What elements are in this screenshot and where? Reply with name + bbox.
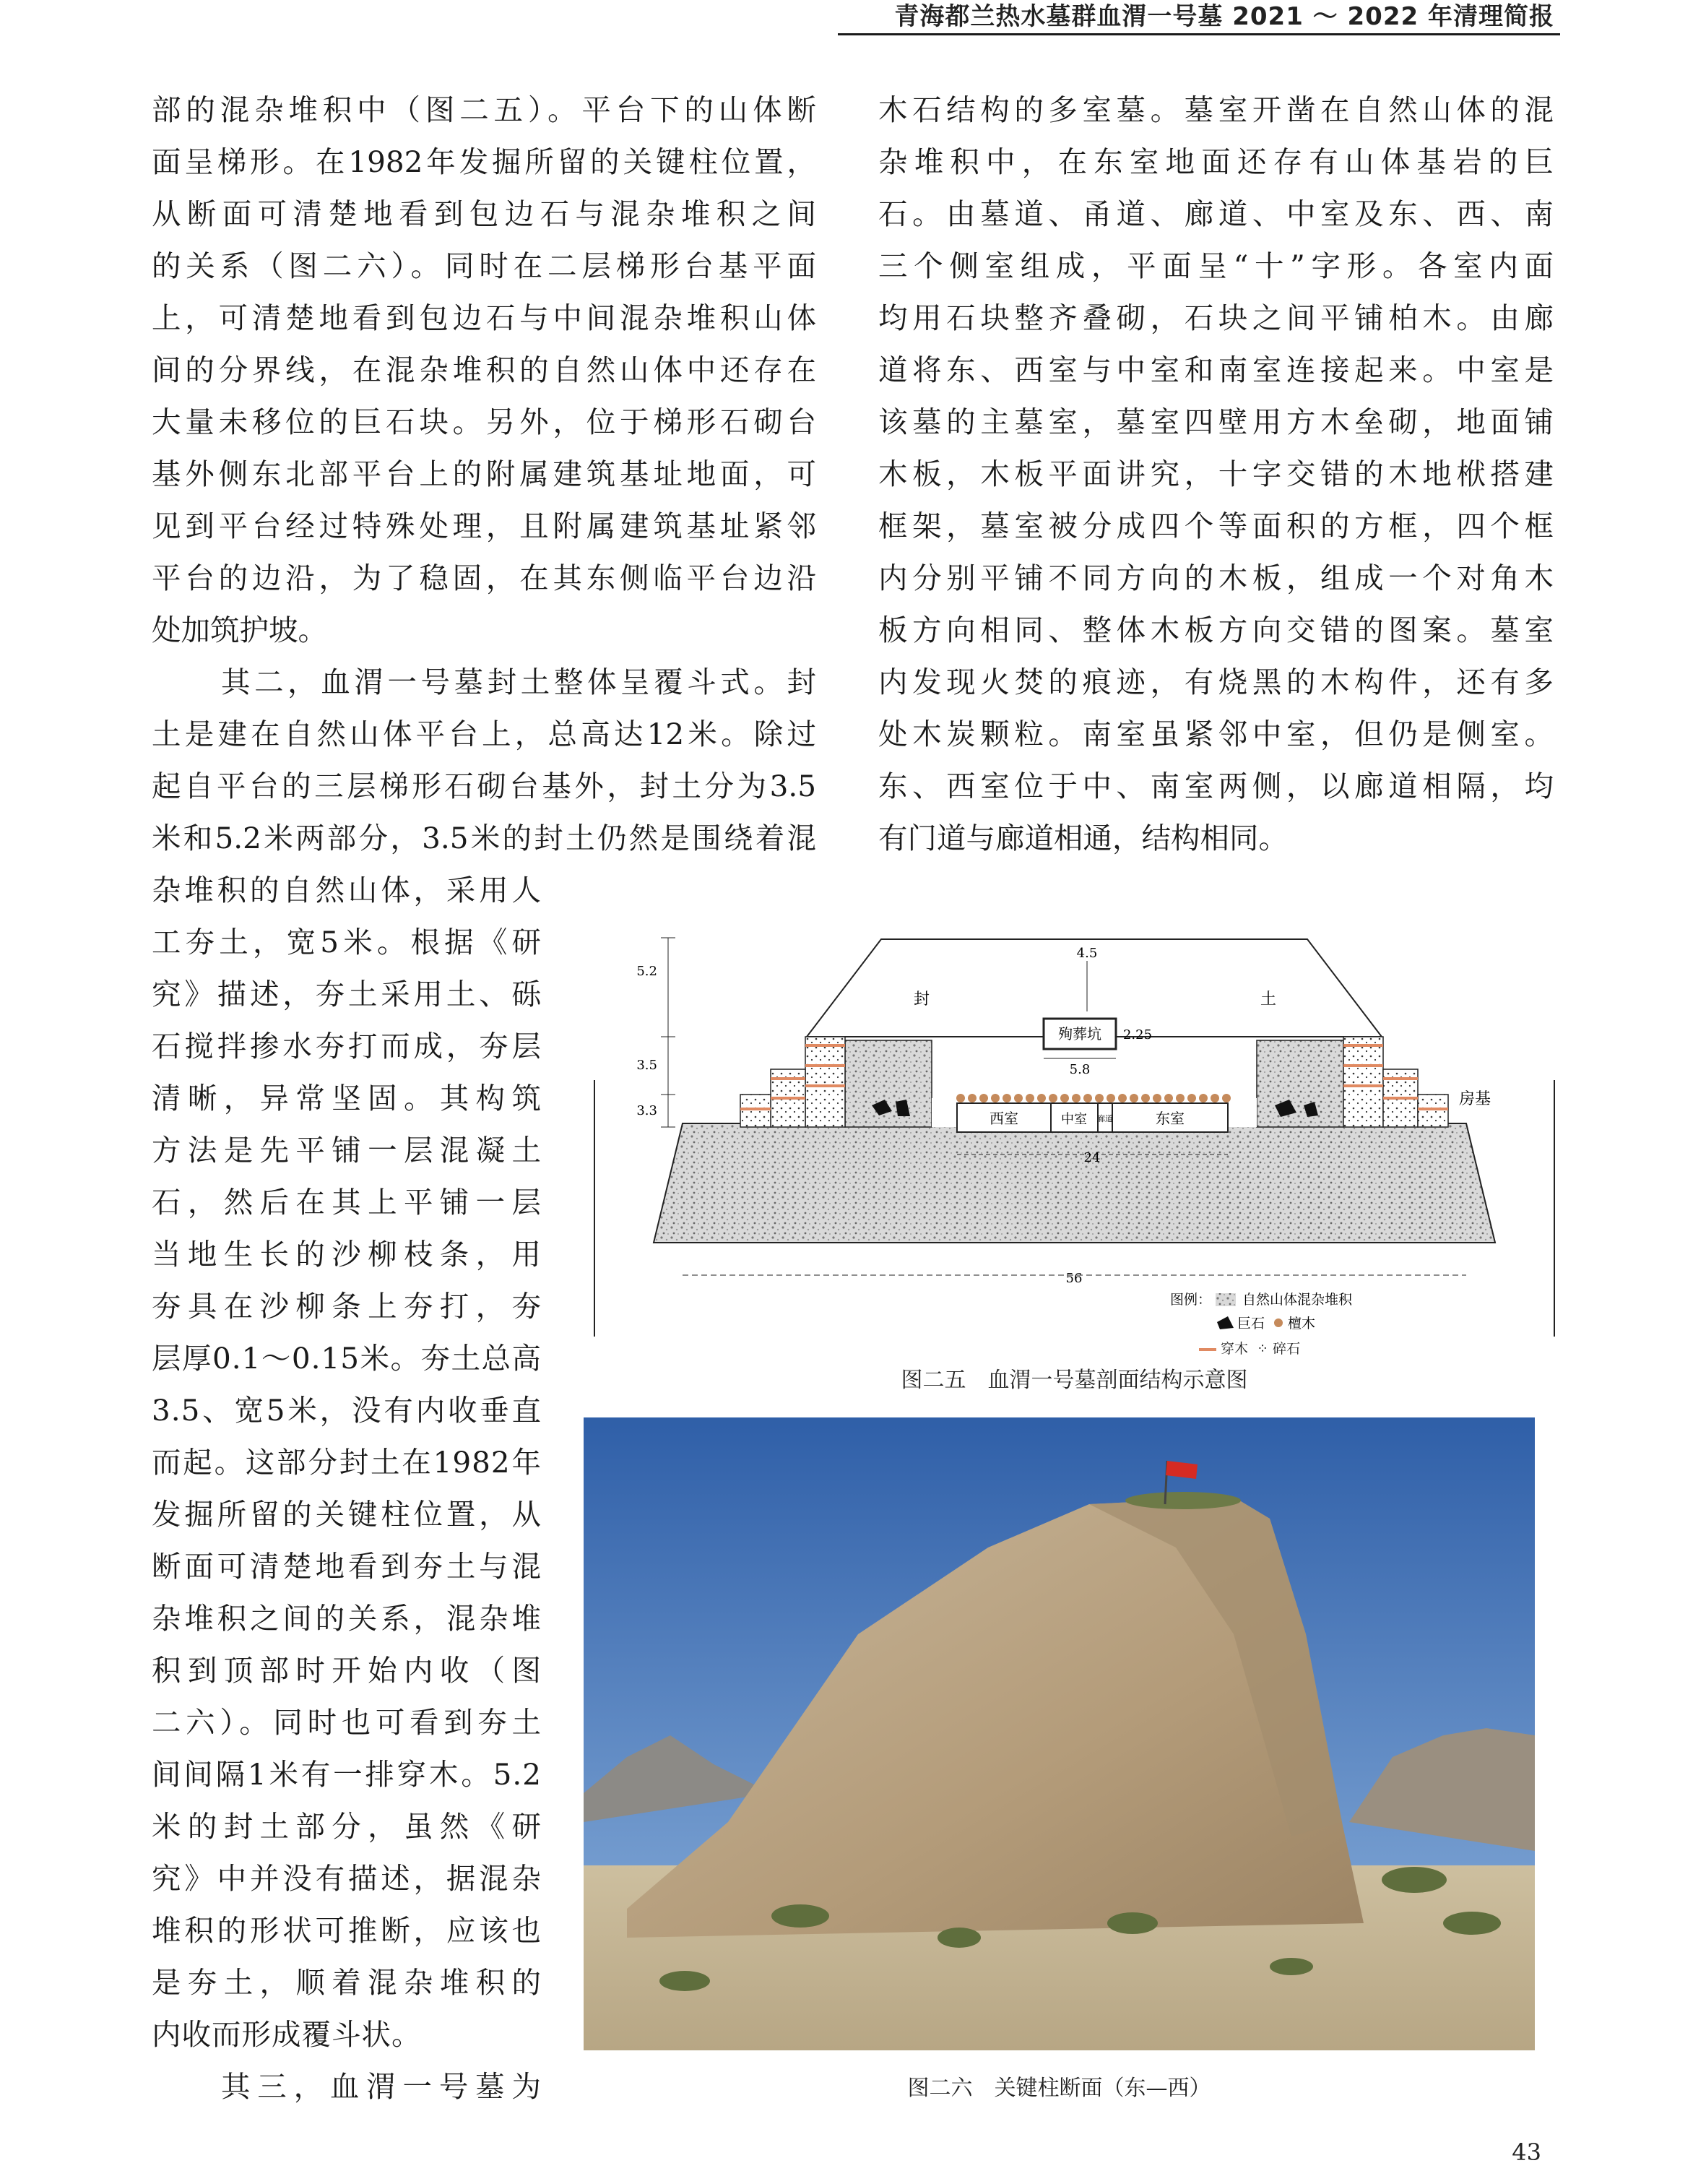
text-line: 东、西室位于中、南室两侧，以廊道相隔，均: [878, 769, 1554, 803]
legend-boulder-swatch: [1217, 1316, 1234, 1329]
stepped-platform-left: [740, 1037, 845, 1127]
text-line: 石，然后在其上平铺一层: [152, 1185, 542, 1220]
text-line: 杂堆积之间的关系，混杂堆: [152, 1601, 542, 1636]
text-line: 米的封土部分，虽然《研: [152, 1809, 542, 1844]
stepped-platform-right: [1343, 1037, 1448, 1127]
legend-row-2: [1199, 1338, 1300, 1358]
dim-top-width: 4.5: [1076, 946, 1098, 961]
text-line: 当地生长的沙柳枝条，用: [152, 1237, 542, 1272]
text-line: 的关系（图二六）。同时在二层梯形台基平面: [152, 249, 816, 283]
text-line: 板方向相同、整体木板方向交错的图案。墓室: [878, 613, 1554, 647]
legend-mixed: 自然山体混杂堆积: [1242, 1292, 1353, 1308]
grass-top: [1125, 1492, 1241, 1509]
dim-h-lower: 3.3: [636, 1103, 657, 1118]
text-line: 工夯土，宽5米。根据《研: [152, 925, 542, 959]
legend-gravel: 碎石: [1273, 1341, 1301, 1357]
text-line: 杂堆积中，在东室地面还存有山体基岩的巨: [878, 144, 1554, 179]
dim-base-width: 56: [1065, 1271, 1083, 1286]
text-line: 清晰，异常坚固。其构筑: [152, 1081, 542, 1115]
text-line: 夯具在沙柳条上夯打，夯: [152, 1289, 542, 1324]
text-line: 上，可清楚地看到包边石与中间混杂堆积山体: [152, 301, 816, 335]
header-rule: [838, 33, 1560, 35]
text-line: 基外侧东北部平台上的附属建筑基址地面，可: [152, 457, 816, 491]
mixed-block-right: [1257, 1040, 1343, 1127]
text-line: 该墓的主墓室，墓室四壁用方木垒砌，地面铺: [878, 405, 1554, 439]
text-line: 方法是先平铺一层混凝土: [152, 1133, 542, 1167]
platform-base: [654, 1123, 1495, 1243]
text-line: 三个侧室组成，平面呈“十”字形。各室内面: [878, 249, 1554, 283]
text-line: 米和5.2米两部分，3.5米的封土仍然是围绕着混: [152, 821, 816, 855]
legend: [1170, 1292, 1353, 1331]
text-line: 内发现火焚的痕迹，有烧黑的木构件，还有多: [878, 665, 1554, 699]
text-line: 层厚0.1～0.15米。夯土总高: [152, 1341, 542, 1376]
text-line: 是夯土，顺着混杂堆积的: [152, 1965, 542, 2000]
text-line: 起自平台的三层梯形石砌台基外，封土分为3.5: [152, 769, 816, 803]
page-number: 43: [1512, 2138, 1541, 2166]
text-line: 积到顶部时开始内收（图: [152, 1653, 542, 1688]
running-title: 青海都兰热水墓群血渭一号墓 2021 ～ 2022 年清理简报: [894, 2, 1554, 31]
text-line: 见到平台经过特殊处理，且附属建筑基址紧邻: [152, 509, 816, 543]
text-line: 有门道与廊道相通，结构相同。: [878, 821, 1288, 855]
text-line: 均用石块整齐叠砌，石块之间平铺柏木。由廊: [878, 301, 1554, 335]
legend-cypress: 檀木: [1288, 1316, 1316, 1331]
east-room-label: 东室: [1156, 1110, 1185, 1127]
text-line: 其二，血渭一号墓封土整体呈覆斗式。封: [221, 665, 816, 699]
dim-inner-width: 24: [1083, 1150, 1101, 1165]
text-line: 断面可清楚地看到夯土与混: [152, 1549, 542, 1584]
text-line: 大量未移位的巨石块。另外，位于梯形石砌台: [152, 405, 816, 439]
figure-25-cross-section: [589, 932, 1560, 1337]
legend-beam: 穿木: [1221, 1341, 1249, 1357]
text-line: 内收而形成覆斗状。: [152, 2017, 422, 2052]
right-column: [878, 84, 1554, 864]
corridor-label: 廊道: [1097, 1114, 1113, 1123]
legend-mixed-swatch: [1216, 1293, 1236, 1306]
text-line: 面呈梯形。在1982年发掘所留的关键柱位置，: [152, 144, 816, 179]
legend-cypress-swatch: [1274, 1318, 1283, 1327]
text-line: 3.5、宽5米，没有内收垂直: [152, 1393, 542, 1428]
text-line: 其三，血渭一号墓为: [221, 2069, 542, 2104]
text-line: 间间隔1米有一排穿木。5.2: [152, 1757, 542, 1792]
feng-label: 封: [914, 990, 930, 1009]
text-line: 框架，墓室被分成四个等面积的方框，四个框: [878, 509, 1554, 543]
west-room-label: 西室: [990, 1110, 1018, 1127]
text-line: 道将东、西室与中室和南室连接起来。中室是: [878, 353, 1554, 387]
pit-label: 殉葬坑: [1058, 1025, 1101, 1043]
text-line: 处木炭颗粒。南室虽紧邻中室，但仍是侧室。: [878, 717, 1554, 751]
gravel-icon: ⁘: [1257, 1341, 1269, 1357]
legend-beam-swatch: [1199, 1348, 1216, 1351]
text-line: 而起。这部分封土在1982年: [152, 1445, 542, 1480]
text-line: 间的分界线，在混杂堆积的自然山体中还存在: [152, 353, 816, 387]
text-line: 杂堆积的自然山体，采用人: [152, 873, 542, 907]
text-line: 处加筑护坡。: [152, 613, 327, 647]
mixed-block-left: [845, 1040, 932, 1127]
text-line: 堆积的形状可推断，应该也: [152, 1913, 542, 1948]
text-line: 究》描述，夯土采用土、砾: [152, 977, 542, 1011]
text-line: 木石结构的多室墓。墓室开凿在自然山体的混: [878, 92, 1554, 127]
legend-boulder: 巨石: [1237, 1316, 1265, 1331]
house-base-label: 房基: [1459, 1090, 1491, 1108]
figure-25-caption: 图二五 血渭一号墓剖面结构示意图: [901, 1368, 1248, 1393]
middle-room-label: 中室: [1061, 1112, 1087, 1127]
text-line: 究》中并没有描述，据混杂: [152, 1861, 542, 1896]
text-line: 土是建在自然山体平台上，总高达12米。除过: [152, 717, 816, 751]
text-line: 内分别平铺不同方向的木板，组成一个对角木: [878, 561, 1554, 595]
dim-h-upper: 5.2: [636, 964, 657, 979]
figure-26-photo: [584, 1417, 1535, 2050]
text-line: 部的混杂堆积中（图二五）。平台下的山体断: [152, 92, 816, 127]
text-line: 发掘所留的关键柱位置，从: [152, 1497, 542, 1532]
text-line: 二六）。同时也可看到夯土: [152, 1705, 542, 1740]
legend-title: 图例：: [1170, 1292, 1212, 1308]
figure-26-caption: 图二六 关键柱断面（东—西）: [907, 2076, 1211, 2101]
text-line: 木板，木板平面讲究，十字交错的木地栿搭建: [878, 457, 1554, 491]
text-line: 石搅拌掺水夯打而成，夯层: [152, 1029, 542, 1063]
dim-pit-height: 2.25: [1122, 1027, 1153, 1043]
left-column-narrow: [152, 864, 542, 2112]
text-line: 平台的边沿，为了稳固，在其东侧临平台边沿: [152, 561, 816, 595]
text-line: 石。由墓道、甬道、廊道、中室及东、西、南: [878, 197, 1554, 231]
dim-h-middle: 3.5: [636, 1058, 657, 1073]
left-column: [152, 84, 816, 864]
tu-label: 土: [1260, 990, 1277, 1009]
dim-pit-width: 5.8: [1069, 1062, 1091, 1077]
text-line: 从断面可清楚地看到包边石与混杂堆积之间: [152, 197, 816, 231]
